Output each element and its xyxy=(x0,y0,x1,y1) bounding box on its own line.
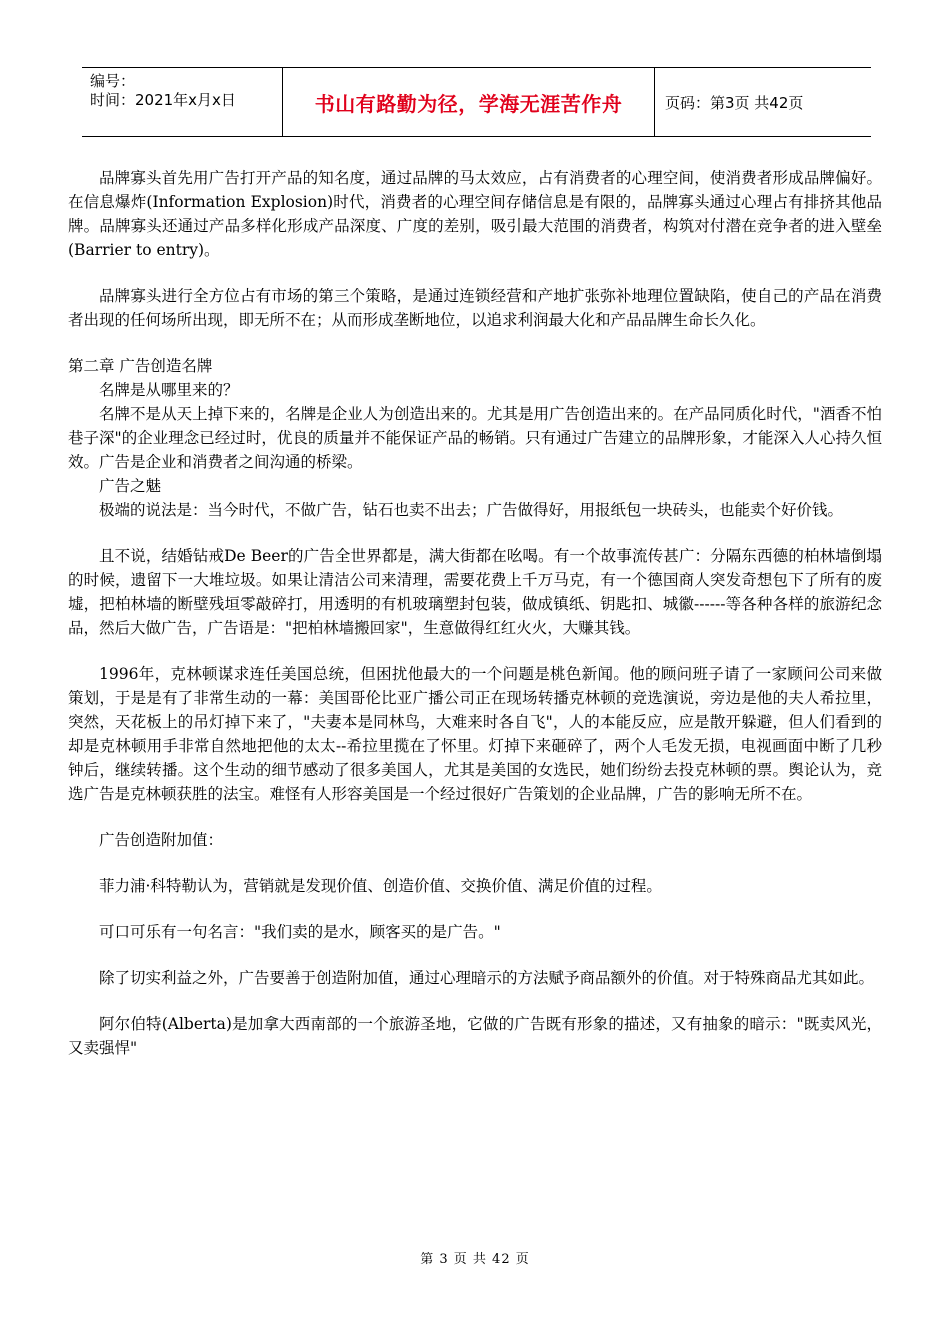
header-meta-cell xyxy=(82,68,283,136)
body-paragraph: 品牌寡头进行全方位占有市场的第三个策略，是通过连锁经营和产地扩张弥补地理位置缺陷，使自己的产品在消费者出现的任何场所出现，即无所不在；从而形成垄断地位，以追求利润最大化和产品品牌生命长久化。 xyxy=(68,287,882,329)
body-paragraph: 可口可乐有一句名言："我们卖的是水，顾客买的是广告。" xyxy=(99,923,501,941)
chapter-heading: 第二章 广告创造名牌 xyxy=(68,357,213,375)
body-paragraph: 名牌不是从天上掉下来的，名牌是企业人为创造出来的。尤其是用广告创造出来的。在产品同质化时代，"酒香不怕巷子深"的企业理念已经过时，优良的质量并不能保证产品的畅销。只有通过广告建立的品牌形象，才能深入人心持久恒效。广告是企业和消费者之间沟通的桥梁。 xyxy=(68,405,882,471)
section-heading: 广告之魅 xyxy=(99,477,162,495)
body-paragraph: 且不说，结婚钻戒De Beer的广告全世界都是，满大街都在吆喝。有一个故事流传甚广：分隔东西德的柏林墙倒塌的时候，遗留下一大堆垃圾。如果让清洁公司来清理，需要花费上千万马克，有一个德国商人突发奇想包下了所有的废墟，把柏林墙的断壁残垣零敲碎打，用透明的有机玻璃塑封包装，做成镇纸、钥匙扣、城徽------等各种各样的旅游纪念品，然后大做广告，广告语是："把柏林墙搬回家"，生意做得红红火火，大赚其钱。 xyxy=(68,547,882,637)
body-paragraph: 品牌寡头首先用广告打开产品的知名度，通过品牌的马太效应，占有消费者的心理空间，使消费者形成品牌偏好。在信息爆炸(Information Explosion)时代，消费者的心理空间存储信息是有限的，品牌寡头通过心理占有排挤其他品牌。品牌寡头还通过产品多样化形成产品深度、广度的差别，吸引最大范围的消费者，构筑对付潜在竞争者的进入壁垒(Barrier to entry)。 xyxy=(68,169,882,259)
document-number-label: 编号： xyxy=(90,72,136,90)
body-paragraph: 1996年，克林顿谋求连任美国总统，但困扰他最大的一个问题是桃色新闻。他的顾问班子请了一家顾问公司来做策划，于是是有了非常生动的一幕：美国哥伦比亚广播公司正在现场转播克林顿的竞选演说，旁边是他的夫人希拉里，突然，天花板上的吊灯掉下来了，"夫妻本是同林鸟，大难来时各自飞"，人的本能反应，应是散开躲避，但人们看到的却是克林顿用手非常自然地把他的太太--希拉里揽在了怀里。灯掉下来砸碎了，两个人毛发无损，电视画面中断了几秒钟后，继续转播。这个生动的细节感动了很多美国人，尤其是美国的女选民，她们纷纷去投克林顿的票。舆论认为，竞选广告是克林顿获胜的法宝。难怪有人形容美国是一个经过很好广告策划的企业品牌，广告的影响无所不在。 xyxy=(68,665,882,803)
document-body xyxy=(68,166,882,1060)
body-paragraph: 极端的说法是：当今时代，不做广告，钻石也卖不出去；广告做得好，用报纸包一块砖头，也能卖个好价钱。 xyxy=(99,501,844,519)
page-footer: 第 3 页 共 42 页 xyxy=(420,1252,530,1267)
header-motto: 书山有路勤为径，学海无涯苦作舟 xyxy=(283,68,655,136)
header-page-label: 页码：第3页 共42页 xyxy=(665,93,804,112)
body-paragraph: 除了切实利益之外，广告要善于创造附加值，通过心理暗示的方法赋予商品额外的价值。对于特殊商品尤其如此。 xyxy=(99,969,875,987)
document-date-label: 时间：2021年x月x日 xyxy=(90,91,236,109)
body-paragraph: 阿尔伯特(Alberta)是加拿大西南部的一个旅游圣地，它做的广告既有形象的描述，又有抽象的暗示："既卖风光，又卖强悍" xyxy=(68,1015,882,1057)
section-heading: 广告创造附加值： xyxy=(99,831,224,849)
body-paragraph: 菲力浦·科特勒认为，营销就是发现价值、创造价值、交换价值、满足价值的过程。 xyxy=(99,877,662,895)
header-table xyxy=(82,67,871,137)
section-heading: 名牌是从哪里来的？ xyxy=(99,381,239,399)
